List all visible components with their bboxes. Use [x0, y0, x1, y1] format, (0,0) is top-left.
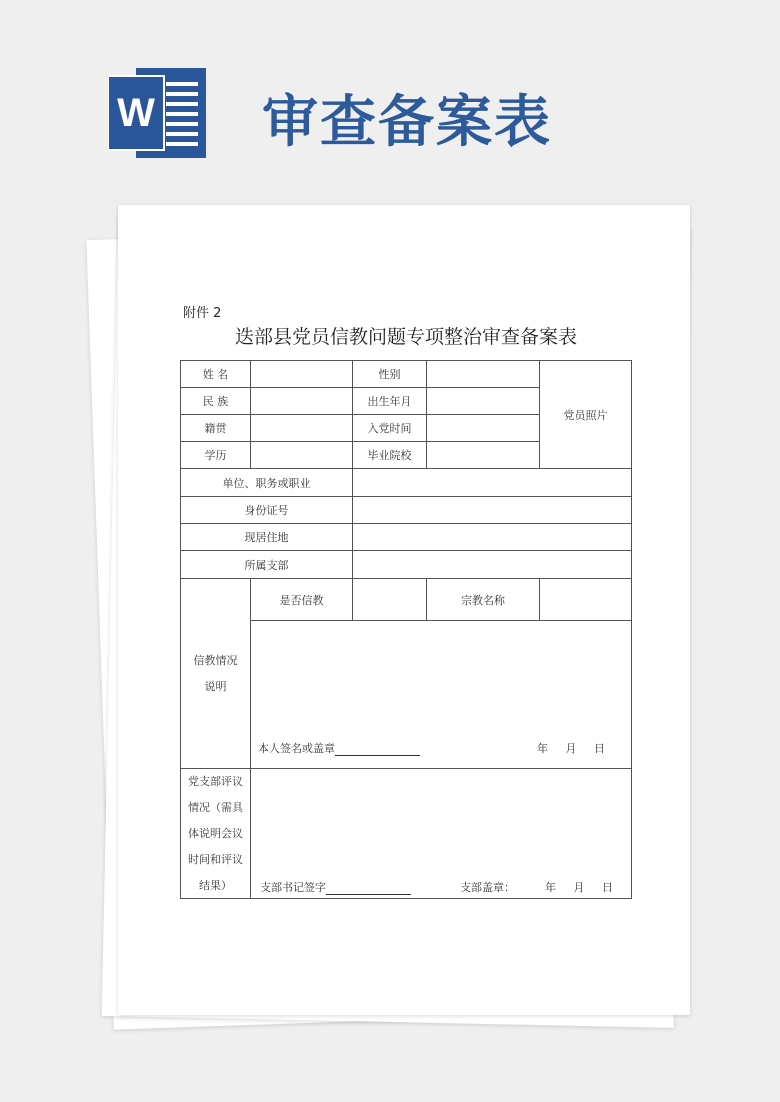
- self-sign-label: 本人签名或盖章: [258, 742, 335, 755]
- signature-line: [326, 884, 411, 895]
- join-date-field[interactable]: [426, 414, 540, 442]
- day-label: 日: [602, 881, 613, 894]
- branch-field[interactable]: [352, 550, 632, 579]
- branch-seal-label: 支部盖章：: [460, 881, 515, 894]
- label-is-believer: 是否信教: [250, 578, 353, 621]
- label-school: 毕业院校: [352, 441, 427, 469]
- secretary-signature[interactable]: [260, 879, 411, 895]
- label-gender: 性别: [352, 360, 427, 388]
- is-believer-field[interactable]: [352, 578, 427, 621]
- self-date: [537, 740, 605, 756]
- school-field[interactable]: [426, 441, 540, 469]
- ethnicity-field[interactable]: [250, 387, 353, 415]
- year-label: 年: [545, 881, 556, 894]
- gender-field[interactable]: [426, 360, 540, 388]
- label-join-date: 入党时间: [352, 414, 427, 442]
- label-id-number: 身份证号: [180, 496, 353, 524]
- label-birth: 出生年月: [352, 387, 427, 415]
- word-icon: [108, 68, 208, 158]
- id-number-field[interactable]: [352, 496, 632, 524]
- label-name: 姓 名: [180, 360, 251, 388]
- native-place-field[interactable]: [250, 414, 353, 442]
- label-education: 学历: [180, 441, 251, 469]
- label-ethnicity: 民 族: [180, 387, 251, 415]
- attachment-label: 附件 2: [183, 306, 222, 321]
- photo-cell[interactable]: 党员照片: [539, 360, 632, 469]
- signature-line: [335, 745, 420, 756]
- education-field[interactable]: [250, 441, 353, 469]
- secretary-sign-label: 支部书记签字: [260, 881, 326, 894]
- label-unit: 单位、职务或职业: [180, 468, 353, 497]
- unit-field[interactable]: [352, 468, 632, 497]
- self-signature[interactable]: [258, 740, 420, 756]
- religion-name-field[interactable]: [539, 578, 632, 621]
- residence-field[interactable]: [352, 523, 632, 551]
- day-label: 日: [594, 742, 605, 755]
- label-branch: 所属支部: [180, 550, 353, 579]
- svg-text:W: W: [117, 91, 155, 135]
- name-field[interactable]: [250, 360, 353, 388]
- label-residence: 现居住地: [180, 523, 353, 551]
- year-label: 年: [537, 742, 548, 755]
- label-native-place: 籍贯: [180, 414, 251, 442]
- banner-title: 审查备案表: [262, 89, 552, 155]
- month-label: 月: [565, 742, 577, 755]
- month-label: 月: [573, 881, 585, 894]
- label-religion-name: 宗教名称: [426, 578, 540, 621]
- label-branch-review: 党支部评议情况（需具体说明会议时间和评议结果）: [180, 768, 251, 899]
- document-title: 迭部县党员信教问题专项整治审查备案表: [234, 326, 577, 348]
- label-belief-section: 信教情况说明: [180, 578, 251, 769]
- review-date: [545, 879, 613, 895]
- birth-field[interactable]: [426, 387, 540, 415]
